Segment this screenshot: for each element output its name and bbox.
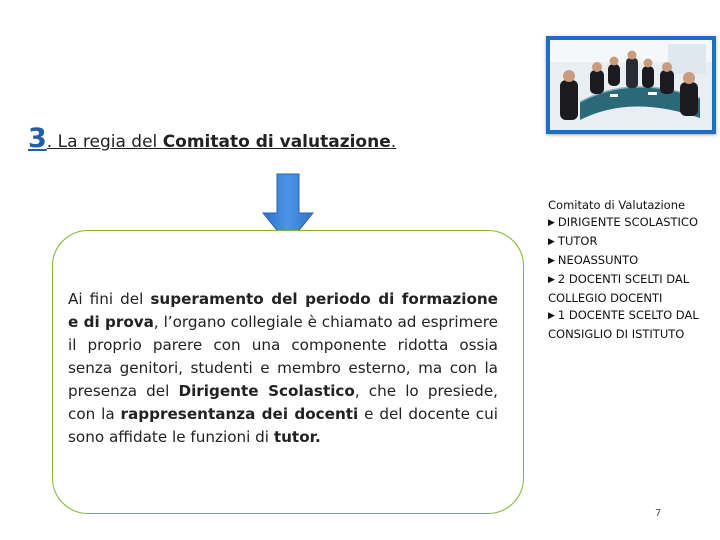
meeting-photo <box>546 36 716 134</box>
title-end: . <box>390 132 397 152</box>
text-bold-1: superamento del periodo di formazione e di prova <box>68 290 498 331</box>
list-item-continuation: CONSIGLIO DI ISTITUTO <box>548 327 685 341</box>
meeting-photo-illustration <box>550 40 712 130</box>
text-bold-4: tutor. <box>273 428 321 446</box>
main-paragraph <box>68 288 498 449</box>
slide-title <box>28 123 396 154</box>
text-bold-3: rappresentanza dei docenti <box>120 405 359 423</box>
list-item: ▶ 2 DOCENTI SCELTI DAL <box>548 271 718 290</box>
text-bold-2: Dirigente Scolastico <box>178 382 355 400</box>
title-prefix: . La regia del <box>46 132 163 152</box>
list-item: ▶ TUTOR <box>548 233 718 252</box>
text-part-1: Ai fini del <box>68 290 151 308</box>
committee-heading: Comitato di Valutazione <box>548 198 686 212</box>
list-item: ▶ 1 DOCENTE SCELTO DAL <box>548 307 718 326</box>
text-part-3: , che lo presiede, con la <box>68 382 498 423</box>
title-number: 3 <box>28 123 47 154</box>
page-number: 7 <box>655 508 662 519</box>
text-part-2: , l’organo collegiale è chiamato ad esprimere il proprio parere con una componente ridotta ossia senza genitori, studenti e membro esterno, ma con la presenza del <box>68 313 498 400</box>
title-strong: Comitato di valutazione <box>162 132 391 152</box>
committee-list <box>548 197 718 343</box>
list-item: ▶ DIRIGENTE SCOLASTICO <box>548 214 718 233</box>
text-part-4: e del docente cui sono affidate le funzioni di <box>68 405 498 446</box>
list-item: ▶ NEOASSUNTO <box>548 252 718 271</box>
list-item-continuation: COLLEGIO DOCENTI <box>548 291 663 305</box>
